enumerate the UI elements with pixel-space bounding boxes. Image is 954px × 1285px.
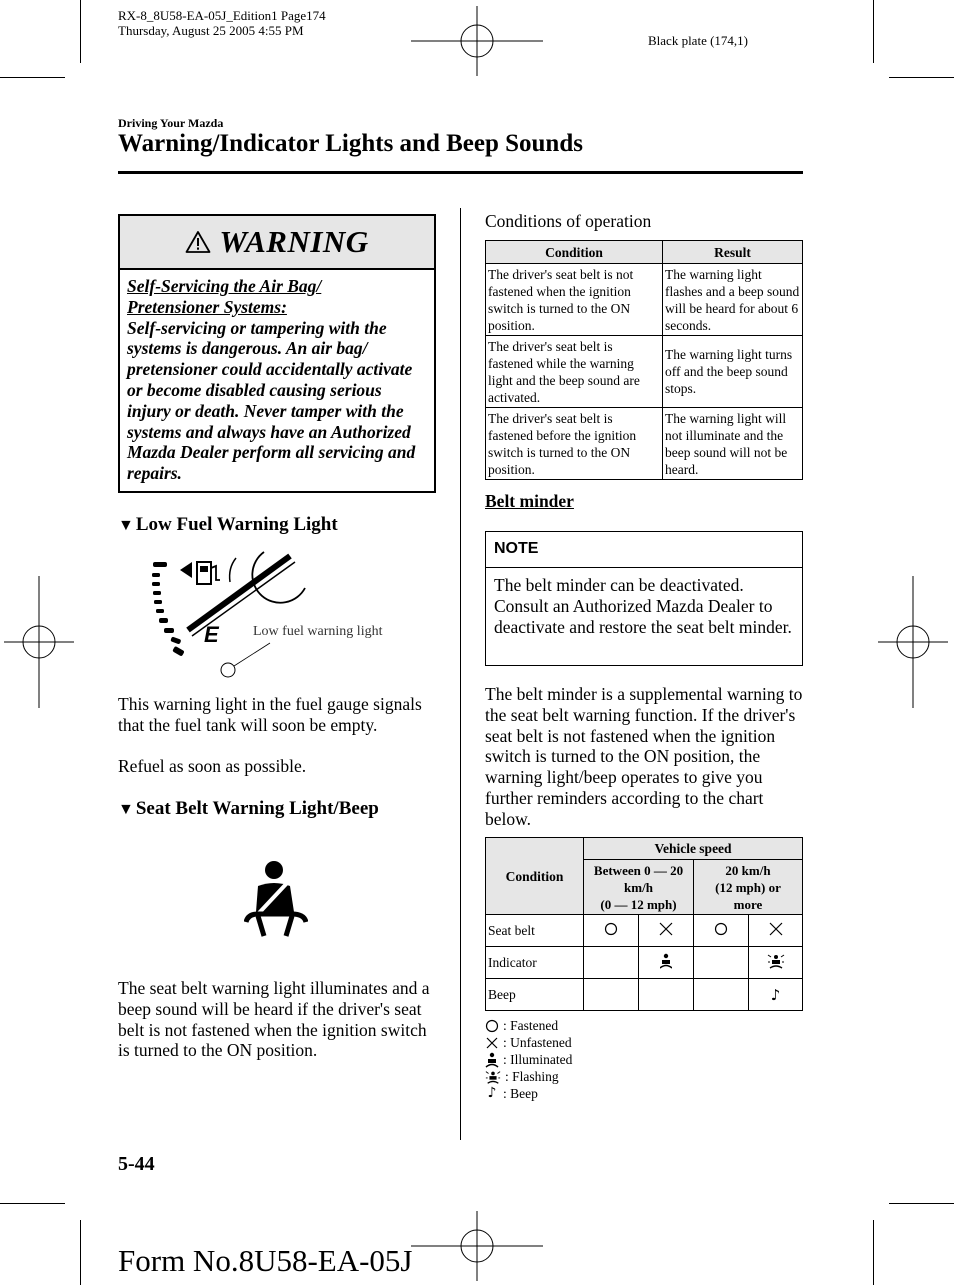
- empty-cell: [694, 979, 749, 1011]
- legend-label: : Unfastened: [503, 1035, 572, 1050]
- beep-icon: ♪: [749, 979, 803, 1011]
- legend-item-fastened: [485, 1017, 572, 1034]
- conditions-table: [485, 240, 803, 480]
- speed-range-low-header: [584, 860, 694, 915]
- speed-low-line3: (0 — 12 mph): [600, 896, 677, 912]
- table-row: [486, 336, 803, 408]
- low-fuel-heading-text: Low Fuel Warning Light: [135, 514, 338, 535]
- low-fuel-heading: [118, 514, 338, 536]
- table-row: [486, 264, 803, 336]
- vehicle-speed-header: Vehicle speed: [584, 838, 803, 860]
- seat-belt-heading-text: Seat Belt Warning Light/Beep: [135, 798, 379, 819]
- fuel-gauge-icon: [140, 548, 320, 678]
- speed-low-line1: Between 0 — 20: [593, 862, 684, 878]
- table-row: [486, 979, 803, 1011]
- result-column-header: Result: [663, 241, 803, 264]
- legend: [485, 1017, 572, 1102]
- triangle-bullet-icon: ▼: [118, 517, 134, 534]
- column-divider: [460, 208, 461, 1140]
- illuminated-icon: [639, 947, 694, 979]
- note-text: The belt minder can be deactivated. Consult an Authorized Mazda Dealer to deactivate and restore the seat belt minder.: [494, 575, 792, 637]
- result-cell: The warning light turns off and the beep sound stops.: [663, 336, 803, 408]
- title-rule: [118, 171, 803, 174]
- gauge-e-letter: E: [204, 622, 219, 647]
- table-row: [486, 408, 803, 480]
- warning-body: [120, 270, 434, 484]
- legend-item-unfastened: [485, 1034, 572, 1051]
- speed-high-line3: more: [733, 896, 763, 912]
- speed-condition-header: Condition: [486, 838, 584, 915]
- vehicle-speed-table: [485, 837, 803, 1011]
- page-title: Warning/Indicator Lights and Beep Sounds: [118, 130, 583, 157]
- speed-high-line2: (12 mph) or: [715, 879, 781, 895]
- table-row: [486, 947, 803, 979]
- fastened-icon: [584, 915, 639, 947]
- row-label-indicator: Indicator: [486, 947, 584, 979]
- row-label-seat-belt: Seat belt: [486, 915, 584, 947]
- low-fuel-paragraph-2: Refuel as soon as possible.: [118, 756, 307, 776]
- warning-box: [118, 214, 436, 493]
- triangle-bullet-icon: ▼: [118, 801, 134, 818]
- seat-belt-person-icon: [244, 860, 308, 938]
- unfastened-icon: [485, 1036, 499, 1050]
- warning-subheading-2: Pretensioner Systems:: [127, 296, 287, 317]
- form-number: Form No.8U58-EA-05J: [118, 1243, 413, 1278]
- legend-item-illuminated: [485, 1051, 572, 1068]
- legend-label: : Illuminated: [503, 1052, 573, 1067]
- condition-cell: The driver's seat belt is fastened while the warning light and the beep sound are activated.: [486, 336, 663, 408]
- condition-cell: The driver's seat belt is fastened before the ignition switch is turned to the ON position.: [486, 408, 663, 480]
- registration-mark-top: [411, 6, 543, 76]
- registration-mark-left: [4, 576, 74, 708]
- warning-title: WARNING: [219, 224, 369, 259]
- warning-subheading-1: Self-Servicing the Air Bag/: [127, 276, 322, 296]
- low-fuel-paragraph-1: This warning light in the fuel gauge signals that the fuel tank will soon be empty.: [118, 694, 422, 735]
- empty-cell: [694, 947, 749, 979]
- table-row: [486, 915, 803, 947]
- plate-label: Black plate (174,1): [648, 33, 748, 48]
- flashing-icon: [749, 947, 803, 979]
- fastened-icon: [694, 915, 749, 947]
- legend-item-beep: [485, 1085, 572, 1102]
- result-cell: The warning light will not illuminate and the beep sound will not be heard.: [663, 408, 803, 480]
- print-header-line1: RX-8_8U58-EA-05J_Edition1 Page174: [118, 8, 326, 23]
- note-label: NOTE: [486, 532, 802, 568]
- illuminated-icon: [485, 1052, 499, 1068]
- seat-belt-paragraph: The seat belt warning light illuminates and a beep sound will be heard if the driver's seat belt is not fastened when the ignition switch is turned to the ON position.: [118, 978, 430, 1061]
- condition-column-header: Condition: [486, 241, 663, 264]
- beep-icon: ♪: [487, 1085, 497, 1101]
- seat-belt-heading: [118, 798, 379, 820]
- page-number: 5-44: [118, 1153, 155, 1175]
- empty-cell: [639, 979, 694, 1011]
- registration-mark-bottom: [411, 1211, 543, 1281]
- legend-label: : Flashing: [505, 1069, 559, 1084]
- registration-mark-right: [878, 576, 948, 708]
- note-box: [485, 531, 803, 666]
- speed-range-high-header: [694, 860, 803, 915]
- low-fuel-callout: Low fuel warning light: [253, 624, 383, 639]
- legend-item-flashing: [485, 1068, 572, 1085]
- warning-text: Self-servicing or tampering with the systems is dangerous. An air bag/ pretensioner could accidentally activate or become disabled causing serious injury or death. Never tamper with the systems and always have an Authorized Mazda Dealer perform all servicing and repairs.: [127, 317, 416, 484]
- warning-triangle-icon: [185, 230, 211, 254]
- belt-minder-paragraph: The belt minder is a supplemental warning to the seat belt warning function. If the driver's seat belt is not fastened when the ignition switch is turned to the ON position, the warning light/beep operates to give you further reminders according to the chart below.: [485, 684, 803, 829]
- legend-label: : Fastened: [503, 1018, 559, 1033]
- belt-minder-heading: Belt minder: [485, 491, 574, 511]
- unfastened-icon: [749, 915, 803, 947]
- legend-label: : Beep: [503, 1086, 538, 1101]
- condition-cell: The driver's seat belt is not fastened when the ignition switch is turned to the ON position.: [486, 264, 663, 336]
- row-label-beep: Beep: [486, 979, 584, 1011]
- warning-header: [120, 216, 434, 270]
- conditions-title: Conditions of operation: [485, 211, 652, 231]
- print-header-line2: Thursday, August 25 2005 4:55 PM: [118, 23, 304, 38]
- empty-cell: [584, 947, 639, 979]
- print-header: [118, 8, 326, 38]
- result-cell: The warning light flashes and a beep sound will be heard for about 6 seconds.: [663, 264, 803, 336]
- empty-cell: [584, 979, 639, 1011]
- flashing-icon: [485, 1069, 501, 1085]
- conditions-header-row: [486, 241, 803, 264]
- unfastened-icon: [639, 915, 694, 947]
- speed-high-line1: 20 km/h: [725, 862, 771, 878]
- section-label: Driving Your Mazda: [118, 116, 224, 130]
- speed-low-line2: km/h: [624, 879, 653, 895]
- fastened-icon: [485, 1019, 499, 1033]
